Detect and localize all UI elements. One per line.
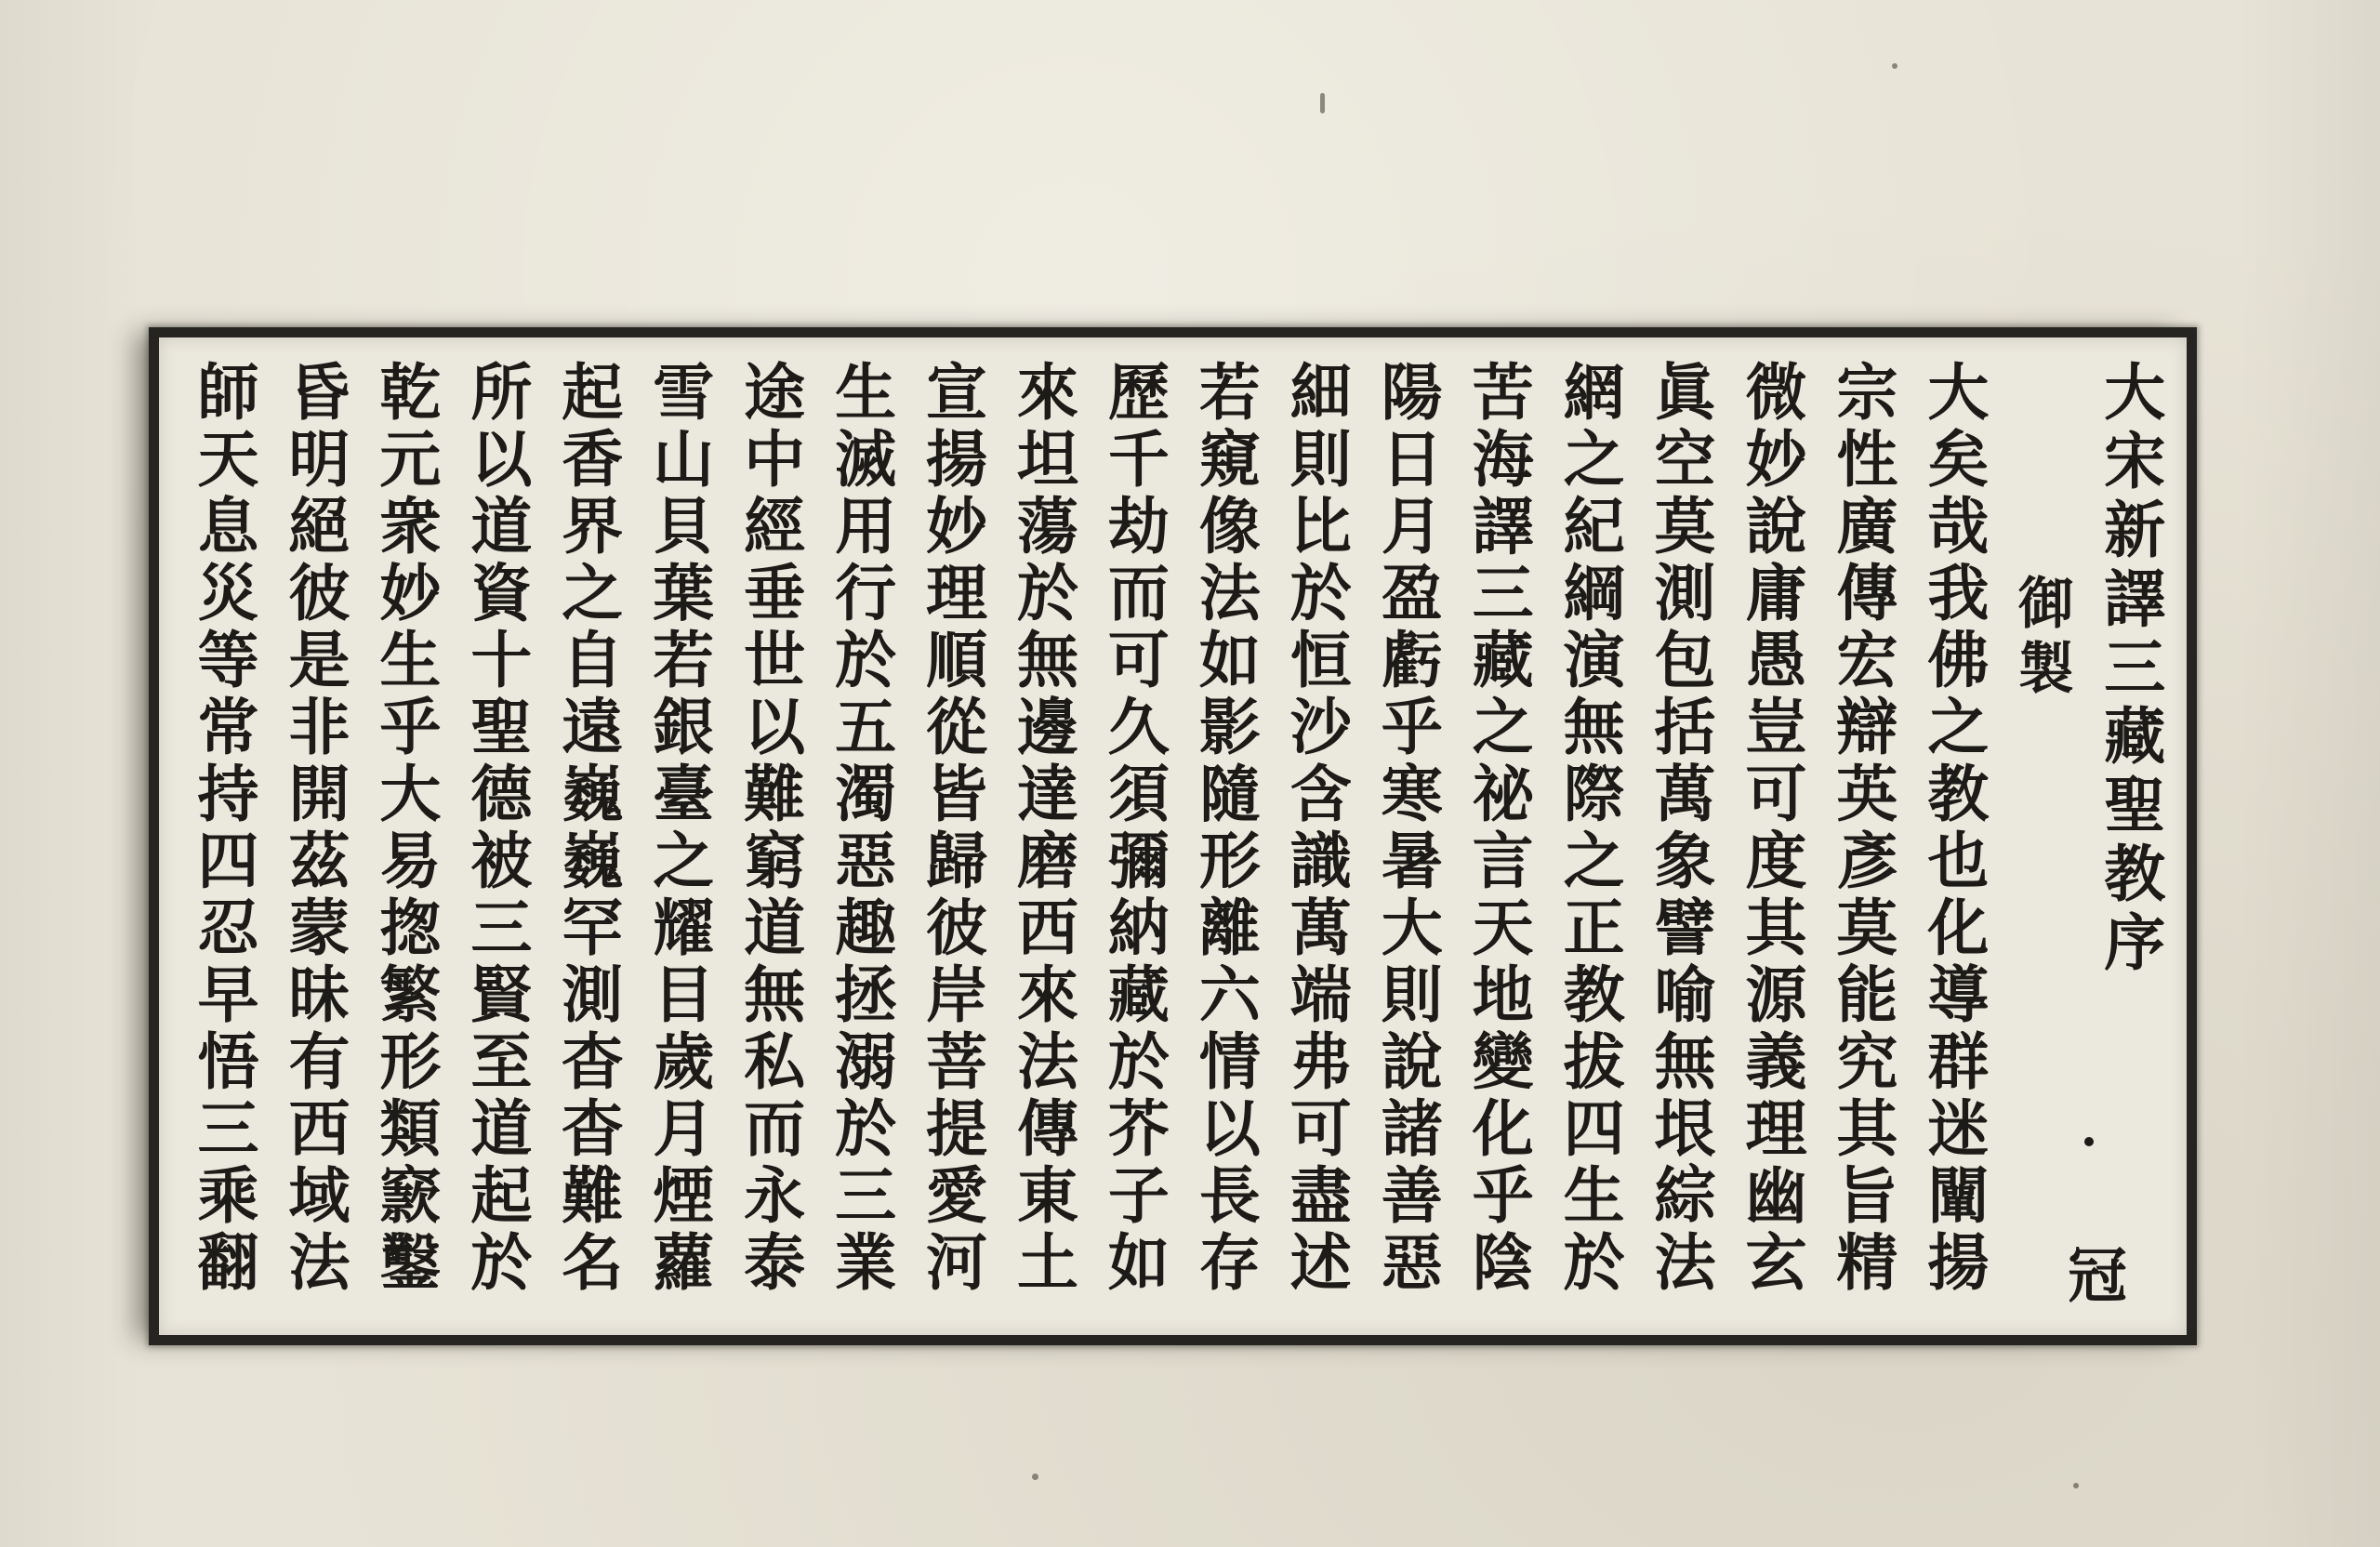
- ink-speck: [1320, 93, 1325, 113]
- text-column-7: 陽日月盈虧乎寒暑大則說諸善惡: [1370, 360, 1444, 1297]
- vertical-text-area: [187, 360, 2166, 1318]
- text-column-3: 微妙說庸愚豈可度其源義理幽玄: [1734, 360, 1807, 1297]
- text-column-2: 宗性廣傳宏辯英彥莫能究其旨精: [1825, 360, 1898, 1297]
- text-column-19: 昏明絕彼是非開茲蒙昧有西域法: [277, 360, 350, 1297]
- text-column-17: 所以道資十聖德被三賢至道起於: [459, 360, 533, 1297]
- text-column-9: 若窺像法如影隨形離六情以長存: [1188, 360, 1262, 1297]
- text-column-18: 乾元衆妙生乎大易揔繁形類窾鑿: [368, 360, 442, 1297]
- punctuation-dot: [2084, 1137, 2094, 1146]
- text-column-8: 細則比於恒沙含識萬端弗可盡述: [1279, 360, 1353, 1297]
- text-column-12: 宣揚妙理順從皆歸彼岸菩提愛河: [915, 360, 988, 1297]
- text-column-5: 網之紀綱演無際之正教拔四生於: [1553, 360, 1626, 1297]
- text-column-20: 師天息災等常持四忍早悟三乘翻: [187, 360, 259, 1297]
- ink-speck: [1892, 63, 1897, 69]
- preface-title: 大宋新譯三藏聖教序: [2093, 360, 2166, 979]
- text-column-15: 雪山貝葉若銀臺之耀目歲月煙蘿: [641, 360, 715, 1297]
- text-column-10: 歷千劫而可久須彌納藏於芥子如: [1097, 360, 1170, 1297]
- woodblock-print-frame: [149, 327, 2197, 1345]
- text-column-4: 眞空莫測包括萬象譬喻無垠綜法: [1644, 360, 1716, 1297]
- text-column-11: 來坦蕩於無邊達磨西來法傳東土: [1006, 360, 1079, 1297]
- imperial-authorship-mark: 御製: [2008, 574, 2074, 704]
- text-column-13: 生滅用行於五濁惡趣拯溺於三業: [824, 360, 897, 1297]
- ink-speck: [1032, 1474, 1038, 1480]
- text-column-14: 途中經垂世以難窮道無私而永泰: [733, 360, 806, 1297]
- ink-speck: [2073, 1483, 2079, 1488]
- text-column-1: 大矣哉我佛之教也化導群迷闡揚: [1916, 360, 1990, 1297]
- text-column-16: 起香界之自遠巍巍罕測杳杳難名: [550, 360, 624, 1297]
- text-column-6: 苦海譯三藏之祕言天地變化乎陰: [1461, 360, 1535, 1297]
- volume-mark: 冠: [2057, 1244, 2127, 1303]
